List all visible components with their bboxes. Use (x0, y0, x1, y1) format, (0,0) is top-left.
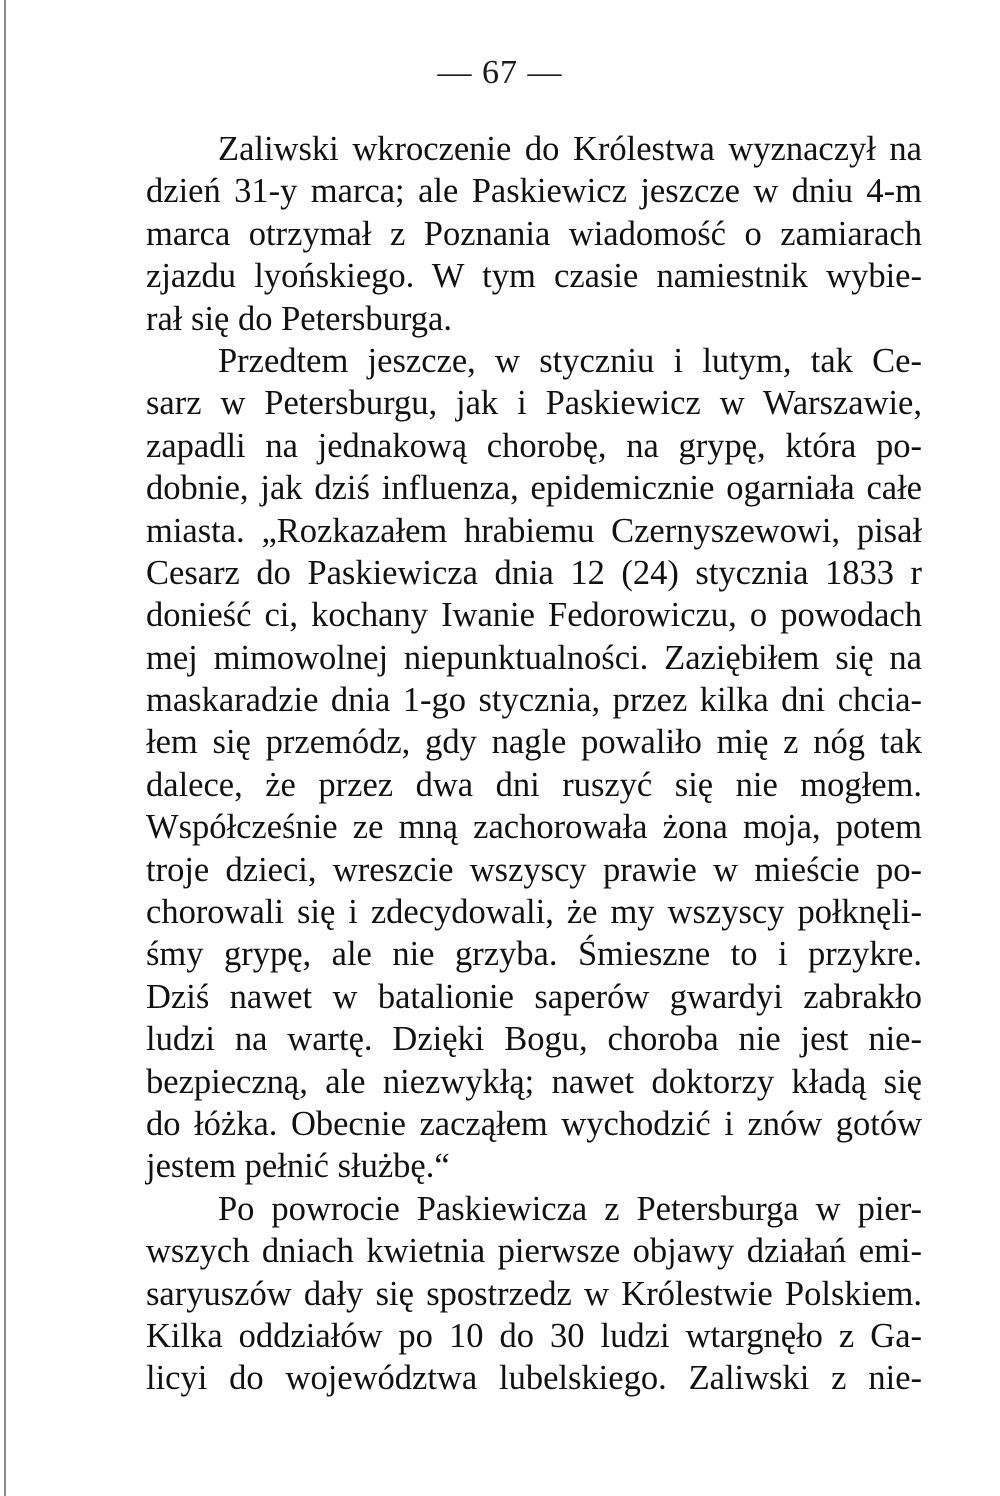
text-line: Zaliwski wkroczenie do Królestwa wyznaczył na (218, 130, 922, 168)
text-line: dobnie, jak dziś influenza, epidemicznie ogarniała całe (146, 469, 922, 508)
text-line: miasta. „Rozkazałem hrabiemu Czernyszewowi, pisał (146, 511, 922, 550)
text-line: Dziś nawet w batalionie saperów gwardyi zabrakło (146, 977, 922, 1016)
page-number: — 67 — (437, 54, 563, 91)
text-line: dalece, że przez dwa dni ruszyć się nie mogłem. (146, 765, 922, 804)
text-line: marca otrzymał z Poznania wiadomość o zamiarach (146, 214, 922, 253)
text-line: Współcześnie ze mną zachorowała żona moja, potem (146, 808, 922, 847)
text-line: ludzi na wartę. Dzięki Bogu, choroba nie jest nie- (146, 1020, 922, 1059)
text-line: troje dzieci, wreszcie wszyscy prawie w mieście po- (146, 850, 922, 889)
text-line: Przedtem jeszcze, w styczniu i lutym, tak Ce- (218, 341, 922, 380)
text-line: licyi do województwa lubelskiego. Zaliwski z nie- (146, 1359, 922, 1398)
text-line: bezpieczną, ale niezwykłą; nawet doktorzy kładą się (146, 1062, 922, 1101)
text-line: rał się do Petersburga. (146, 299, 452, 338)
body-text (146, 128, 922, 1400)
text-line: śmy grypę, ale nie grzyba. Śmieszne to i przykre. (146, 935, 922, 974)
text-line: dzień 31-y marca; ale Paskiewicz jeszcze w dniu 4-m (146, 172, 922, 211)
text-line: do łóżka. Obecnie zacząłem wychodzić i znów gotów (146, 1104, 922, 1143)
text-line: mej mimowolnej niepunktualności. Zaziębiłem się na (146, 638, 922, 677)
text-line: Cesarz do Paskiewicza dnia 12 (24) stycznia 1833 r (146, 553, 922, 592)
text-line: saryuszów dały się spostrzedz w Królestwie Polskiem. (146, 1274, 922, 1313)
text-line: wszych dniach kwietnia pierwsze objawy działań emi- (146, 1232, 922, 1271)
text-line: jestem pełnić służbę.“ (146, 1147, 450, 1186)
text-line: chorowali się i zdecydowali, że my wszyscy połknęli- (146, 893, 922, 932)
text-line: zapadli na jednakową chorobę, na grypę, która po- (146, 426, 922, 465)
text-line: Po powrocie Paskiewicza z Petersburga w pier- (218, 1189, 922, 1228)
text-line: łem się przemódz, gdy nagle powaliło mię z nóg tak (146, 723, 922, 762)
text-line: maskaradzie dnia 1-go stycznia, przez kilka dni chcia- (146, 681, 922, 720)
text-line: sarz w Petersburgu, jak i Paskiewicz w Warszawie, (146, 384, 922, 423)
text-line: zjazdu lyońskiego. W tym czasie namiestnik wybie- (146, 257, 922, 296)
page-edge-line (4, 0, 6, 1496)
text-line: donieść ci, kochany Iwanie Fedorowiczu, o powodach (146, 596, 922, 635)
text-line: Kilka oddziałów po 10 do 30 ludzi wtargnęło z Ga- (146, 1316, 922, 1355)
